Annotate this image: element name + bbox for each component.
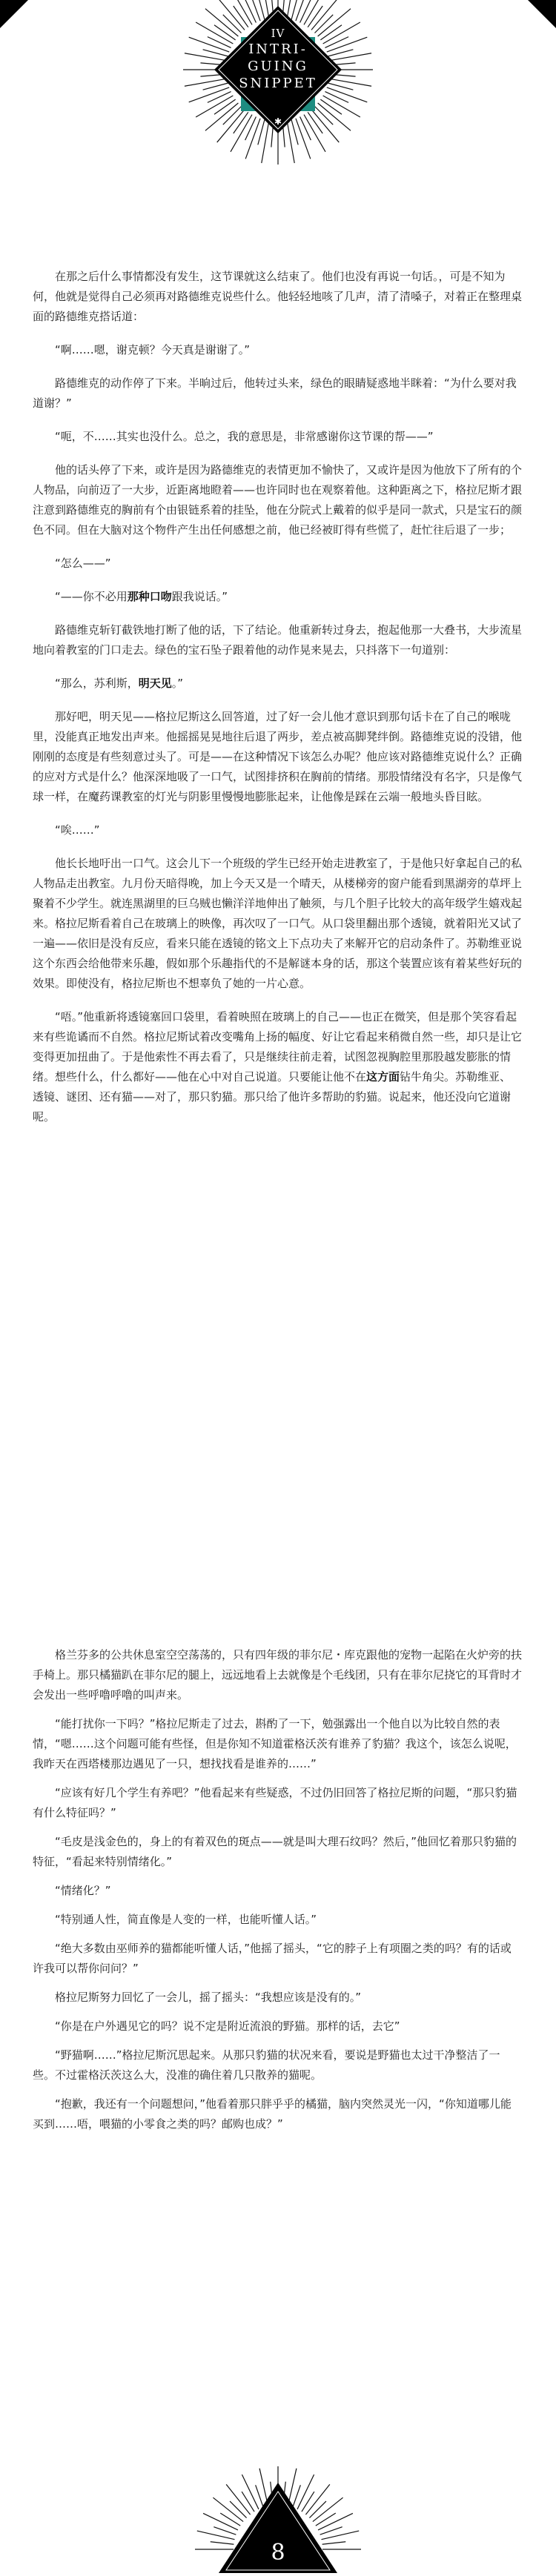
sunburst-ray	[309, 2501, 326, 2518]
paragraph: “唔。”他重新将透镜塞回口袋里，看着映照在玻璃上的自己——也正在微笑，但是那个笑容看起来有些诡谲而不自然。格拉尼斯试着改变嘴角上扬的幅度、好让它看起来稍微自然一些，却只是让它变得更加扭曲了。于是他索性不再去看了，只是继续往前走着，试图忽视胸腔里那股越发膨胀的情绪。想些什么，什么都好——他在心中对自己说道。只要能让他不在这方面钻牛角尖。苏勒维亚、透镜、谜团、还有猫——对了，那只豹猫。那只给了他许多帮助的豹猫。说起来，他还没向它道谢呢。	[33, 1010, 523, 1123]
sunburst-ray	[258, 120, 265, 145]
sunburst-ray	[318, 2513, 353, 2530]
sunburst-ray	[291, 120, 298, 145]
sunburst-ray	[214, 99, 236, 114]
chapter-title-line-1: INTRI-	[248, 42, 308, 57]
dialogue-paragraph: “唉……”	[55, 823, 100, 837]
paragraph: 那好吧，明天见——格拉尼斯这么回答道，过了好一会儿他才意识到那句话卡在了自己的喉咙里，没能真正地发出声来。他摇摇晃晃地往后退了两步，差点被高脚凳绊倒。路德维克说的没错，他刚刚的态度是有些刻意过头了。可是——在这种情况下该怎么办呢？他应该对路德维克说什么？正确的应对方式是什么？他深深地吸了一口气，试图排挤积在胸前的情绪。那股情绪没有名字，只是像气球一样，在魔药课教室的灯光与阴影里慢慢地膨胀起来，让他像是踩在云端一般地头昏目眩。	[33, 710, 523, 803]
sunburst-ray	[297, 2474, 314, 2509]
sunburst-ray	[234, 6, 248, 27]
dialogue-paragraph: “——你不必用那种口吻跟我说话。”	[55, 590, 228, 603]
emphasis-text: 明天见	[138, 677, 172, 690]
sunburst-ray	[308, 6, 322, 27]
dialogue-paragraph: “情绪化？”	[55, 1884, 111, 1897]
chapter-emblem	[159, 0, 397, 185]
sunburst-ray	[293, 2485, 301, 2507]
sunburst-ray	[217, 110, 245, 142]
sunburst-ray	[320, 2527, 342, 2535]
sunburst-ray	[214, 2527, 236, 2535]
paragraph: 格兰芬多的公共休息室空空荡荡的，只有四年级的菲尔尼・库克跟他的宠物一起陷在火炉旁的扶手椅上。那只橘猫趴在菲尔尼的腿上，远远地看上去就像是个毛线团，只有在菲尔尼挠它的耳背时才会发出一些呼噜呼噜的叫声来。	[33, 1648, 523, 1702]
chapter-number: IV	[271, 27, 285, 40]
paragraph: 在那之后什么事情都没有发生，这节课就这么结束了。他们也没有再说一句话。，可是不知为何，他就是觉得自己必须再对路德维克说些什么。他轻轻地咳了几声，清了清嗓子，对着正在整理桌面的路德维克搭话道：	[33, 270, 523, 323]
dialogue-paragraph: “你是在户外遇见它的吗？说不定是附近流浪的野猫。那样的话，去它”	[55, 2019, 400, 2033]
chapter-title-line-2: GUING	[248, 59, 308, 74]
story-section-1	[33, 267, 522, 1141]
sunburst-ray	[256, 2485, 264, 2507]
dialogue-paragraph: “呃，不……其实也没什么。总之，我的意思是，非常感谢你这节课的帮——”	[55, 430, 434, 443]
dialogue-paragraph: “毛皮是浅金色的，身上的有着双色的斑点——就是叫大理石纹吗？然后，”他回忆着那只豹猫的特征，“看起来特别情绪化。”	[33, 1835, 517, 1868]
sunburst-ray	[308, 112, 322, 133]
sunburst-ray	[316, 2513, 336, 2526]
paragraph: 他的话头停了下来，或许是因为路德维克的表情更加不愉快了，又或许是因为他放下了所有的个人物品，向前迈了一大步，近距离地瞪着——也许同时也在观察着他。这种距离之下，格拉尼斯才跟注意到路德维克的胸前有个由银链系着的挂坠，他在分院式上戴着的似乎是同一款式，只是宝石的颜色不同。但在大脑对这个物件产生出任何感想之前，他已经被盯得有些慌了，赶忙往后退了一步；	[33, 463, 523, 537]
sunburst-ray	[314, 106, 333, 125]
sunburst-ray	[242, 2492, 254, 2512]
sunburst-ray	[262, 0, 269, 19]
sunburst-ray	[234, 112, 248, 133]
sunburst-ray	[320, 99, 342, 114]
dialogue-paragraph: 格拉尼斯努力回忆了一会儿，摇了摇头：“我想应该是没有的。”	[55, 1991, 362, 2004]
sunburst-ray	[311, 110, 339, 142]
dialogue-paragraph: “怎么——”	[55, 557, 111, 570]
sunburst-ray	[245, 116, 257, 140]
dialogue-paragraph: “特别通人性，简直像是人变的一样，也能听懂人话。”	[55, 1913, 317, 1926]
sunburst-ray	[318, 103, 351, 130]
page-number-emblem	[189, 2453, 367, 2573]
sunburst-ray	[231, 0, 252, 24]
sunburst-ray	[302, 2492, 314, 2512]
sunburst-ray	[223, 106, 242, 125]
story-section-2	[33, 1645, 522, 2143]
dialogue-paragraph: “那么，苏利斯，明天见。”	[55, 677, 184, 690]
sunburst-ray	[220, 2513, 240, 2526]
sunburst-ray	[205, 103, 238, 130]
dialogue-paragraph: “啊……嗯，谢克顿？今天真是谢谢了。”	[55, 343, 251, 356]
paragraph: 他长长地吁出一口气。这会儿下一个班级的学生已经开始走进教室了，于是他只好拿起自己的私人物品走出教室。九月份天暗得晚，加上今天又是一个晴天，从楼梯旁的窗户能看到黑湖旁的草坪上聚着不少学生。就连黑湖里的巨乌贼也懒洋洋地伸出了触须，与几个胆子比较大的高年级学生嬉戏起来。格拉尼斯看着自己在玻璃上的映像，再次叹了一口气。从口袋里翻出那个透镜，就着阳光又试了一遍——依旧是没有反应，看来只能在透镜的铭文上下点功夫了来解开它的启动条件了。苏勒维亚说这个东西会给他带来乐趣，假如那个乐趣指代的不是解谜本身的话，那这个装置应该有着某些好玩的效果。即使没有，格拉尼斯也不想辜负了她的一片心意。	[33, 857, 523, 990]
sunburst-ray	[300, 0, 311, 23]
sunburst-ray	[208, 92, 231, 103]
sunburst-ray	[300, 116, 311, 140]
sunburst-ray	[230, 2501, 247, 2518]
dialogue-paragraph: “野猫啊……”格拉尼斯沉思起来。从那只豹猫的状况来看，要说是野猫也太过干净整洁了一些。不过霍格沃茨这么大，没准的确住着几只散养的猫呢。	[33, 2048, 500, 2082]
sunburst-ray	[242, 2474, 259, 2509]
emphasis-text: 那种口吻	[127, 590, 172, 603]
paragraph: 路德维克斩钉截铁地打断了他的话，下了结论。他重新转过身去，抱起他那一大叠书，大步流星地向着教室的门口走去。绿色的宝石坠子跟着他的动作晃来晃去，只抖落下一句道别：	[33, 623, 523, 657]
corner-decoration-left	[0, 0, 28, 28]
dialogue-paragraph: “能打扰你一下吗？”格拉尼斯走了过去，斟酌了一下，勉强露出一个他自以为比较自然的表情，“嗯……这个问题可能有些怪，但是你知不知道霍格沃茨有谁养了豹猫？我这个，该怎么说呢，我昨天在西塔楼那边遇见了一只，想找找看是谁养的……”	[33, 1717, 517, 1770]
emphasis-text: 这方面	[366, 1070, 400, 1083]
sunburst-ray	[304, 0, 325, 24]
page-number: 8	[271, 2540, 285, 2566]
sunburst-ray	[325, 92, 348, 103]
svg-text:✱: ✱	[274, 116, 282, 127]
chapter-title-line-3: SNIPPET	[239, 76, 317, 91]
sunburst-ray	[245, 0, 257, 23]
corner-decoration-right	[528, 0, 556, 28]
sunburst-ray	[287, 0, 294, 19]
dialogue-paragraph: “绝大多数由巫师养的猫都能听懂人话，”他摇了摇头，“它的脖子上有项圈之类的吗？有的话或许我可以帮你问问？”	[33, 1942, 512, 1975]
paragraph: 路德维克的动作停了下来。半晌过后，他转过头来，绿色的眼睛疑惑地半眯着：“为什么要对我道谢？”	[33, 376, 517, 410]
sunburst-ray	[203, 2513, 238, 2530]
dialogue-paragraph: “应该有好几个学生有养吧？”他看起来有些疑惑，不过仍旧回答了格拉尼斯的问题，“那只豹猫有什么特征吗？”	[33, 1786, 517, 1819]
dialogue-paragraph: “抱歉，我还有一个问题想问，”他看着那只胖乎乎的橘猫，脑内突然灵光一闪，“你知道哪儿能买到……唔，喂猫的小零食之类的吗？邮购也成？”	[33, 2097, 512, 2131]
